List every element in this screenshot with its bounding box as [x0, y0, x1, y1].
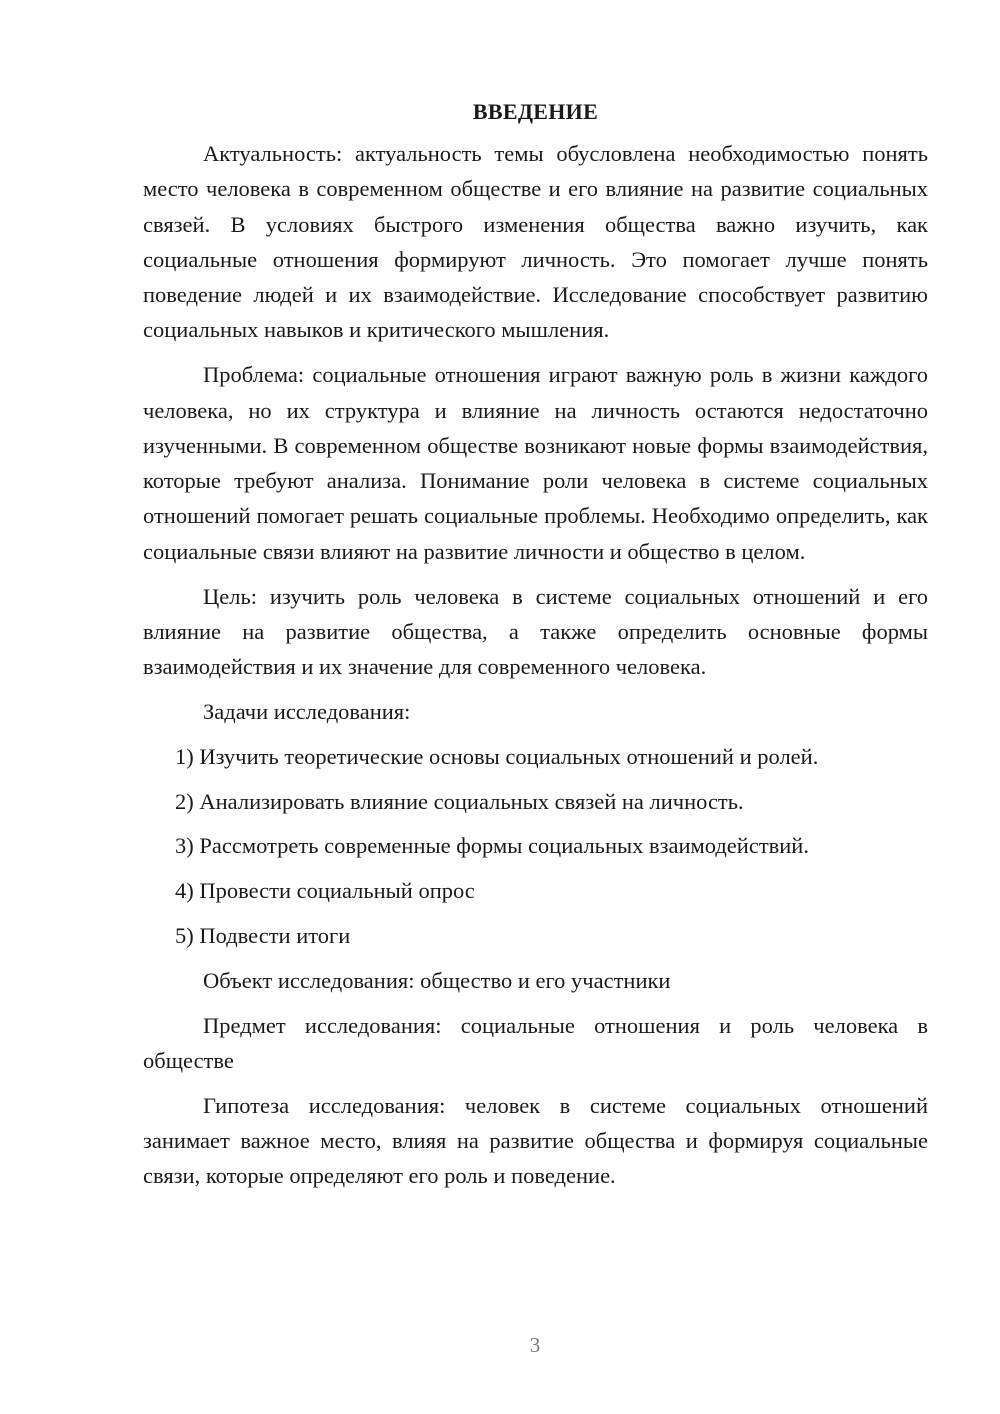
paragraph-subject: Предмет исследования: социальные отношения и роль человека в обществе	[143, 1012, 928, 1073]
tasks-heading: Задачи исследования:	[203, 698, 411, 724]
task-item: 2) Анализировать влияние социальных связей на личность.	[175, 788, 744, 814]
paragraph-hypothesis: Гипотеза исследования: человек в системе социальных отношений занимает важное место, влияя на развитие общества и формируя социальные связи, которые определяют его роль и поведение.	[143, 1092, 928, 1189]
task-item: 3) Рассмотреть современные формы социальных взаимодействий.	[175, 833, 809, 859]
paragraph-object: Объект исследования: общество и его участники	[203, 967, 671, 993]
paragraph-problem: Проблема: социальные отношения играют важную роль в жизни каждого человека, но их структура и влияние на личность остаются недостаточно изученными. В современном обществе возникают новые формы взаимодействия, которые требуют анализа. Понимание роли человека в системе социальных отношений помогает решать социальные проблемы. Необходимо определить, как социальные связи влияют на развитие личности и общество в целом.	[143, 362, 928, 564]
task-item: 1) Изучить теоретические основы социальных отношений и ролей.	[175, 743, 819, 769]
paragraph-goal: Цель: изучить роль человека в системе социальных отношений и его влияние на развитие общества, а также определить основные формы взаимодействия и их значение для современного человека.	[143, 583, 928, 680]
document-page	[143, 94, 928, 1203]
page-number: 3	[529, 1333, 541, 1357]
task-item: 4) Провести социальный опрос	[175, 878, 475, 904]
task-item: 5) Подвести итоги	[175, 922, 351, 948]
section-title: ВВЕДЕНИЕ	[472, 99, 599, 124]
tasks-list	[143, 739, 928, 953]
paragraph-relevance: Актуальность: актуальность темы обусловлена необходимостью понять место человека в современном обществе и его влияние на развитие социальных связей. В условиях быстрого изменения общества важно изучить, как социальные отношения формируют личность. Это помогает лучше понять поведение людей и их взаимодействие. Исследование способствует развитию социальных навыков и критического мышления.	[143, 141, 928, 343]
